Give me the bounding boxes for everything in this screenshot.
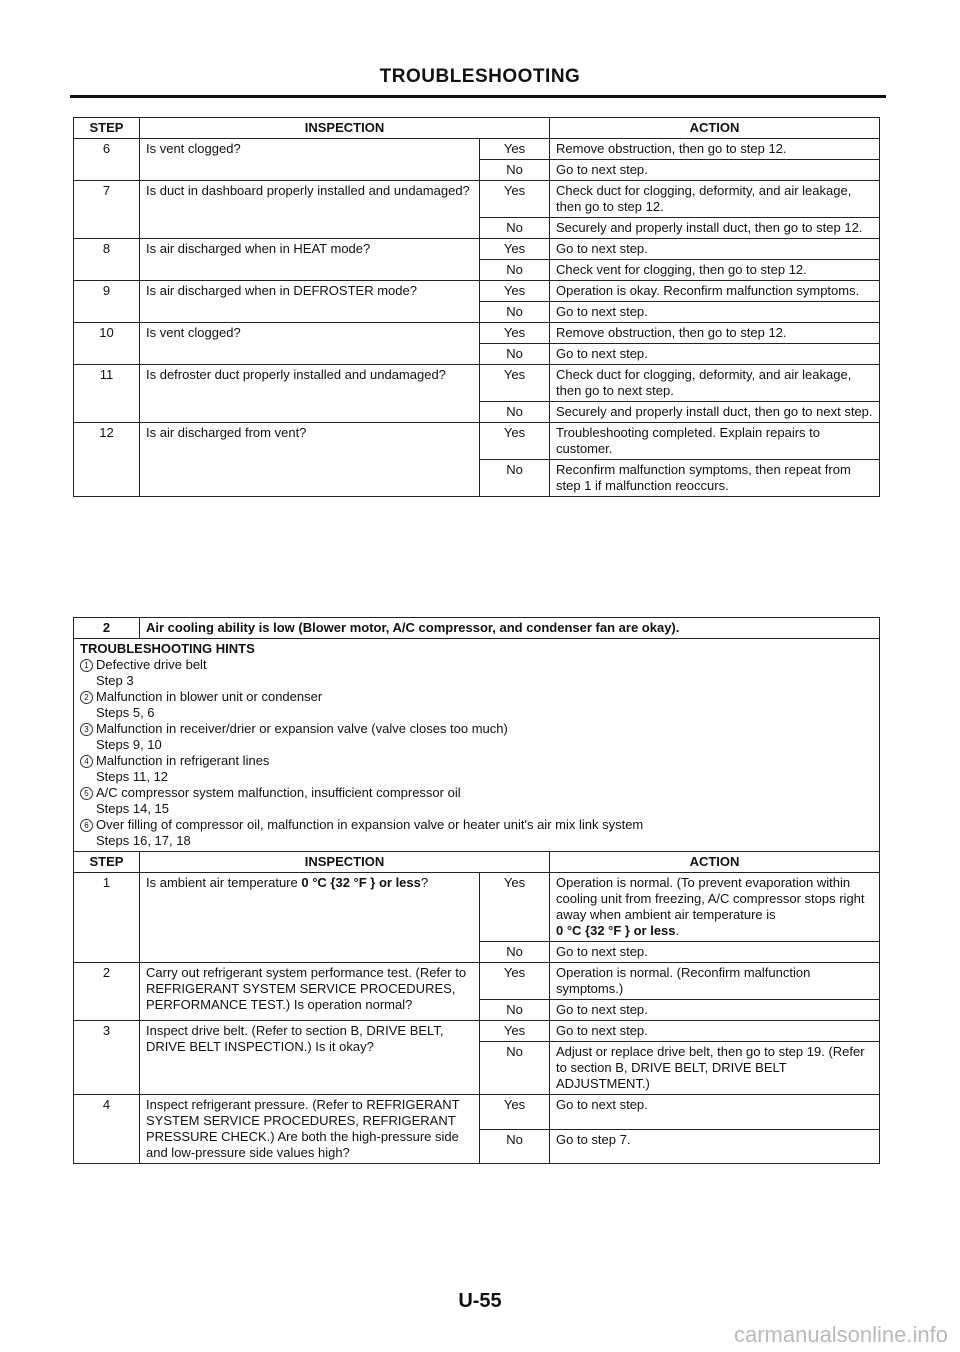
answer-label: Yes: [480, 423, 550, 460]
action-text: Troubleshooting completed. Explain repairs to customer.: [550, 423, 880, 460]
action-text: Remove obstruction, then go to step 12.: [550, 323, 880, 344]
table-row: [74, 181, 880, 218]
answer-label: Yes: [480, 365, 550, 402]
action-text: Check duct for clogging, deformity, and air leakage, then go to step 12.: [550, 181, 880, 218]
action-text: Go to next step.: [550, 239, 880, 260]
action-text: [550, 873, 880, 942]
inspection-text: [140, 873, 480, 963]
inspection-text: Inspect drive belt. (Refer to section B, DRIVE BELT, DRIVE BELT INSPECTION.) Is it okay?: [140, 1021, 480, 1095]
header-inspection: INSPECTION: [140, 118, 550, 139]
answer-label: Yes: [480, 1021, 550, 1042]
hint-steps: Steps 16, 17, 18: [96, 833, 191, 848]
hint-item: [80, 721, 873, 737]
answer-label: Yes: [480, 963, 550, 1000]
answer-label: Yes: [480, 873, 550, 942]
answer-label: No: [480, 344, 550, 365]
answer-label: No: [480, 1129, 550, 1164]
inspection-text: Is vent clogged?: [140, 323, 480, 365]
answer-label: No: [480, 460, 550, 497]
action-text: Go to next step.: [550, 1021, 880, 1042]
action-text: Go to next step.: [550, 1000, 880, 1021]
hint-item: [80, 753, 873, 769]
hint-steps: Steps 5, 6: [96, 705, 155, 720]
page-title: TROUBLESHOOTING: [379, 66, 581, 87]
step-number: 7: [74, 181, 140, 239]
hint-steps: Steps 9, 10: [96, 737, 162, 752]
action-text: Adjust or replace drive belt, then go to step 19. (Refer to section B, DRIVE BELT, DRIVE BELT ADJUSTMENT.): [550, 1042, 880, 1095]
hint-number-icon: 5: [80, 787, 93, 800]
hint-item: [80, 689, 873, 705]
table-row: [74, 1021, 880, 1042]
hint-steps: Step 3: [96, 673, 134, 688]
hints-title: TROUBLESHOOTING HINTS: [80, 641, 255, 656]
hint-number-icon: 6: [80, 819, 93, 832]
inspection-text: Is air discharged when in DEFROSTER mode?: [140, 281, 480, 323]
table-row: [74, 139, 880, 160]
action-text: Go to next step.: [550, 160, 880, 181]
hint-number-icon: 3: [80, 723, 93, 736]
action-text: Go to next step.: [550, 1095, 880, 1130]
inspection-text-part: Is ambient air temperature: [146, 875, 302, 890]
action-text: Reconfirm malfunction symptoms, then repeat from step 1 if malfunction reoccurs.: [550, 460, 880, 497]
answer-label: No: [480, 260, 550, 281]
page-number: U-55: [458, 1290, 502, 1312]
header-inspection: INSPECTION: [140, 852, 550, 873]
table-row: [74, 239, 880, 260]
watermark: carmanualsonline.info: [733, 1322, 948, 1347]
hint-text: Malfunction in refrigerant lines: [96, 753, 270, 768]
hint-steps: Steps 14, 15: [96, 801, 169, 816]
step-number: 2: [74, 963, 140, 1021]
hint-number-icon: 4: [80, 755, 93, 768]
action-text: Go to next step.: [550, 302, 880, 323]
action-text: Check vent for clogging, then go to step 12.: [550, 260, 880, 281]
answer-label: No: [480, 1000, 550, 1021]
step-number: 10: [74, 323, 140, 365]
troubleshooting-table-1: [73, 117, 880, 497]
section-number: 2: [74, 618, 140, 639]
table-row: [74, 323, 880, 344]
inspection-text: Is air discharged when in HEAT mode?: [140, 239, 480, 281]
answer-label: Yes: [480, 281, 550, 302]
action-text: Check duct for clogging, deformity, and air leakage, then go to next step.: [550, 365, 880, 402]
action-text: Go to next step.: [550, 344, 880, 365]
step-number: 1: [74, 873, 140, 963]
header-step: STEP: [74, 852, 140, 873]
answer-label: No: [480, 160, 550, 181]
action-text: Operation is normal. (Reconfirm malfunction symptoms.): [550, 963, 880, 1000]
inspection-text: Inspect refrigerant pressure. (Refer to REFRIGERANT SYSTEM SERVICE PROCEDURES, REFRIGERANT PRESSURE CHECK.) Are both the high-pressure side and low-pressure side values high?: [140, 1095, 480, 1164]
action-text: Go to next step.: [550, 942, 880, 963]
table-row: [74, 281, 880, 302]
hint-item: [80, 817, 873, 833]
header-action: ACTION: [550, 118, 880, 139]
inspection-text: Is vent clogged?: [140, 139, 480, 181]
step-number: 4: [74, 1095, 140, 1164]
hint-text: Malfunction in receiver/drier or expansion valve (valve closes too much): [96, 721, 508, 736]
step-number: 9: [74, 281, 140, 323]
step-number: 8: [74, 239, 140, 281]
title-rule: [70, 95, 886, 98]
table-row: [74, 963, 880, 1000]
inspection-text-part: ?: [420, 875, 429, 890]
hint-number-icon: 2: [80, 691, 93, 704]
action-text: Securely and properly install duct, then go to next step.: [550, 402, 880, 423]
answer-label: Yes: [480, 1095, 550, 1130]
hint-text: Over filling of compressor oil, malfunction in expansion valve or heater unit's air mix link system: [96, 817, 644, 832]
action-text-bold: 0 °C {32 °F } or less: [556, 923, 676, 938]
troubleshooting-table-2: [73, 617, 880, 1164]
answer-label: No: [480, 942, 550, 963]
hint-number-icon: 1: [80, 659, 93, 672]
hint-item: [80, 657, 873, 673]
table-row: [74, 1095, 880, 1130]
hint-text: Malfunction in blower unit or condenser: [96, 689, 323, 704]
hint-steps: Steps 11, 12: [96, 769, 169, 784]
action-text: Remove obstruction, then go to step 12.: [550, 139, 880, 160]
inspection-text: Is defroster duct properly installed and undamaged?: [140, 365, 480, 423]
action-text: Go to step 7.: [550, 1129, 880, 1164]
step-number: 11: [74, 365, 140, 423]
answer-label: Yes: [480, 239, 550, 260]
hint-item: [80, 785, 873, 801]
table-row: [74, 365, 880, 402]
inspection-text: Is duct in dashboard properly installed and undamaged?: [140, 181, 480, 239]
section-title: Air cooling ability is low (Blower motor, A/C compressor, and condenser fan are okay).: [140, 618, 880, 639]
answer-label: No: [480, 218, 550, 239]
step-number: 3: [74, 1021, 140, 1095]
action-text-part: Operation is normal. (To prevent evaporation within cooling unit from freezing, A/C compressor stops right away when ambient air temperature is: [556, 875, 865, 922]
inspection-text-bold: 0 °C {32 °F } or less: [301, 875, 421, 890]
answer-label: Yes: [480, 139, 550, 160]
inspection-text: Carry out refrigerant system performance test. (Refer to REFRIGERANT SYSTEM SERVICE PROCEDURES, PERFORMANCE TEST.) Is operation normal?: [140, 963, 480, 1021]
troubleshooting-hints: [74, 639, 880, 852]
answer-label: No: [480, 402, 550, 423]
answer-label: Yes: [480, 323, 550, 344]
table-row: [74, 873, 880, 942]
answer-label: No: [480, 302, 550, 323]
answer-label: No: [480, 1042, 550, 1095]
header-action: ACTION: [550, 852, 880, 873]
step-number: 6: [74, 139, 140, 181]
inspection-text: Is air discharged from vent?: [140, 423, 480, 497]
header-step: STEP: [74, 118, 140, 139]
table-row: [74, 423, 880, 460]
action-text: Securely and properly install duct, then go to step 12.: [550, 218, 880, 239]
hint-text: Defective drive belt: [96, 657, 207, 672]
step-number: 12: [74, 423, 140, 497]
hint-text: A/C compressor system malfunction, insufficient compressor oil: [96, 785, 461, 800]
action-text-part: .: [675, 923, 680, 938]
answer-label: Yes: [480, 181, 550, 218]
action-text: Operation is okay. Reconfirm malfunction symptoms.: [550, 281, 880, 302]
